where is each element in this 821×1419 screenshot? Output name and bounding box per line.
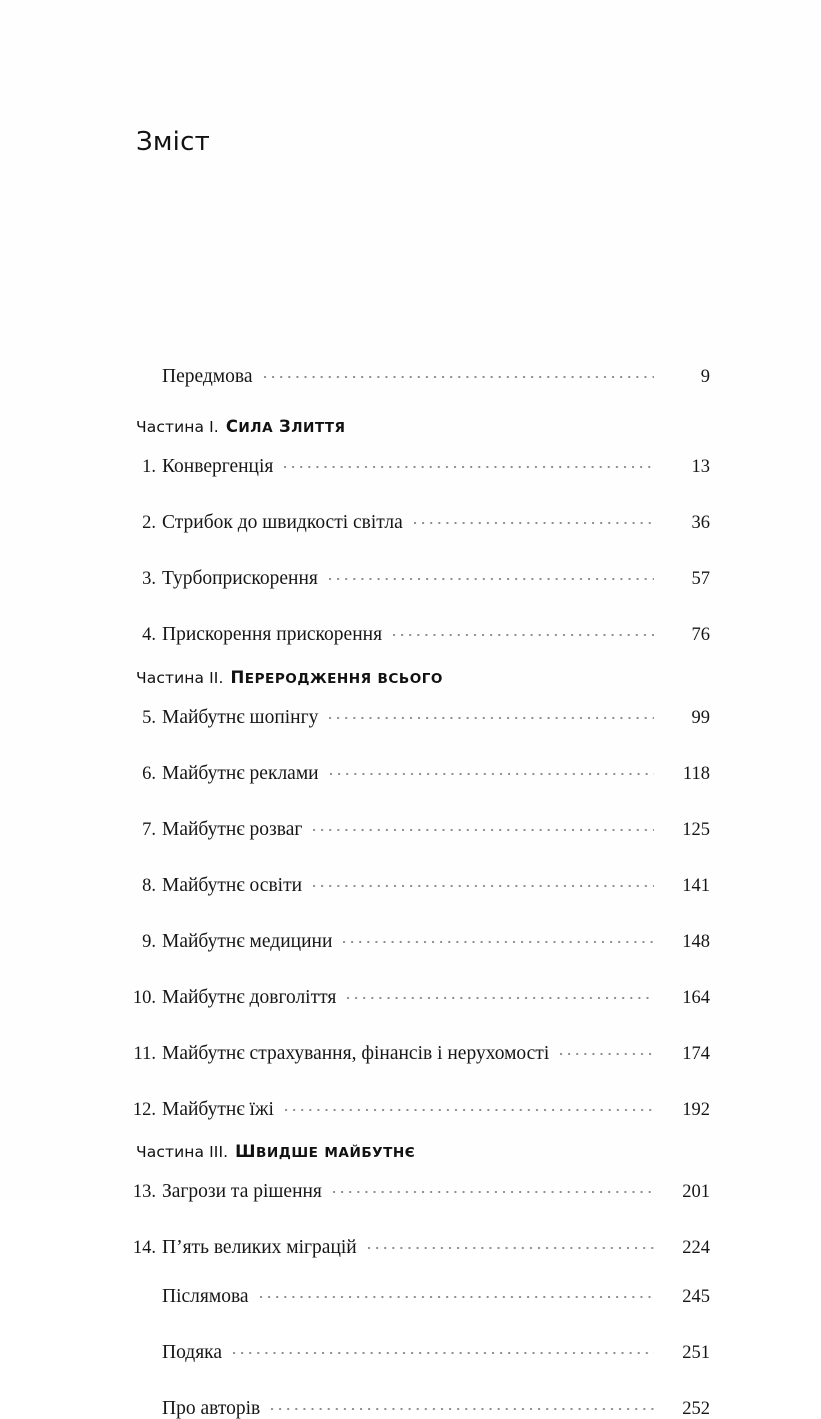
part-3-entries [0,1178,821,1258]
entry-title: Загрози та рішення [162,1181,322,1203]
toc-entry-back[interactable] [118,1339,710,1363]
entry-number: 13. [132,1182,156,1203]
entry-title: Стрибок до швидкості світла [162,512,403,534]
entry-number: 3. [142,569,156,590]
dot-leader [343,927,654,947]
entry-page-number: 36 [691,513,710,534]
part-1-entries [0,453,821,645]
entry-title: П’ять великих міграцій [162,1237,357,1259]
entry-page-number: 192 [682,1099,710,1120]
toc-entry[interactable] [118,1039,710,1063]
toc-entry[interactable] [118,509,710,533]
entry-number: 2. [142,513,156,534]
entry-page-number: 57 [691,569,710,590]
dot-leader [260,1283,654,1303]
spacer [0,1007,821,1039]
dot-leader [264,362,654,382]
part-name: ПЕРЕРОДЖЕННЯ ВСЬОГО [230,667,443,687]
spacer [0,1161,821,1178]
entry-title: Майбутнє реклами [162,762,319,784]
part-label: Частина I. [136,418,219,436]
toc-entry[interactable] [118,1178,710,1202]
spacer [0,436,821,453]
entry-title: Подяка [162,1342,222,1364]
spacer [0,895,821,927]
toc-list [0,362,821,1419]
dot-leader [284,453,654,473]
entry-title: Майбутнє освіти [162,874,303,896]
entry-page-number: 164 [682,987,710,1008]
dot-leader [333,1178,654,1198]
part-label: Частина II. [136,668,224,687]
entry-page-number: 148 [682,931,710,952]
entry-title: Конвергенція [162,456,274,478]
entry-title: Прискорення прискорення [162,624,383,646]
dot-leader [329,565,654,585]
spacer [0,645,821,670]
spacer [0,839,821,871]
dot-leader [560,1039,654,1059]
dot-leader [233,1339,654,1359]
toc-entry[interactable] [118,983,710,1007]
toc-entry[interactable] [118,565,710,589]
entry-title: Майбутнє довголіття [162,986,337,1008]
toc-entry[interactable] [118,815,710,839]
dot-leader [329,703,654,723]
dot-leader [393,621,654,641]
entry-page-number: 99 [691,707,710,728]
dot-leader [368,1234,654,1254]
part-heading-3 [136,1144,736,1161]
spacer [0,686,821,703]
entry-title: Турбоприскорення [162,568,318,590]
entry-page-number: 252 [682,1399,710,1419]
spacer [0,1063,821,1095]
dot-leader [313,815,654,835]
dot-leader [271,1395,654,1415]
dot-leader [330,759,654,779]
part-2-entries [0,703,821,1119]
entry-title: Про авторів [162,1398,261,1419]
toc-entry[interactable] [118,453,710,477]
front-matter-group [0,362,821,386]
toc-entry[interactable] [118,927,710,951]
entry-number: 12. [132,1099,156,1120]
part-name: СИЛА ЗЛИТТЯ [225,417,346,436]
toc-entry-back[interactable] [118,1283,710,1307]
dot-leader [414,509,654,529]
entry-page-number: 245 [682,1287,710,1308]
entry-number: 14. [132,1238,156,1259]
entry-number: 11. [133,1043,156,1064]
dot-leader [313,871,654,891]
spacer [0,1307,821,1339]
entry-number: 5. [142,707,156,728]
entry-title: Майбутнє страхування, фінансів і нерухомості [162,1042,550,1064]
toc-entry[interactable] [118,759,710,783]
entry-page-number: 13 [691,457,710,478]
entry-page-number: 174 [682,1043,710,1064]
entry-page-number: 141 [682,875,710,896]
toc-entry-back[interactable] [118,1395,710,1419]
toc-entry[interactable] [118,871,710,895]
spacer [0,589,821,621]
entry-number: 10. [132,987,156,1008]
toc-entry[interactable] [118,621,710,645]
entry-title: Передмова [162,365,253,387]
back-matter-group [0,1283,821,1419]
toc-entry[interactable] [118,1095,710,1119]
entry-page-number: 125 [682,819,710,840]
entry-number: 4. [142,625,156,646]
entry-page-number: 76 [691,625,710,646]
entry-number: 9. [142,931,156,952]
spacer [0,1363,821,1395]
spacer [0,386,821,419]
part-name: ШВИДШЕ МАЙБУТНЄ [235,1142,416,1162]
entry-title: Майбутнє їжі [162,1098,274,1120]
entry-number: 8. [142,875,156,896]
entry-number: 1. [142,457,156,478]
entry-number: 7. [142,819,156,840]
spacer [0,783,821,815]
entry-title: Післямова [162,1286,249,1308]
spacer [0,1119,821,1144]
entry-page-number: 118 [682,763,710,784]
entry-title: Майбутнє медицини [162,930,333,952]
entry-page-number: 251 [682,1343,710,1364]
entry-number: 6. [142,763,156,784]
toc-entry[interactable] [118,1234,710,1258]
page-title: Зміст [136,127,210,158]
entry-title: Майбутнє шопінгу [162,706,319,728]
spacer [0,727,821,759]
toc-entry-front[interactable] [118,362,710,386]
part-heading-2 [136,667,736,687]
spacer [0,1202,821,1234]
part-label: Частина III. [136,1143,229,1162]
spacer [0,533,821,565]
spacer [0,951,821,983]
entry-page-number: 201 [682,1182,710,1203]
dot-leader [347,983,654,1003]
entry-page-number: 9 [700,366,710,387]
entry-page-number: 224 [682,1238,710,1259]
dot-leader [285,1095,654,1115]
entry-title: Майбутнє розваг [162,818,303,840]
spacer [0,477,821,509]
part-heading-1 [136,419,736,436]
spacer [0,1258,821,1283]
toc-entry[interactable] [118,703,710,727]
